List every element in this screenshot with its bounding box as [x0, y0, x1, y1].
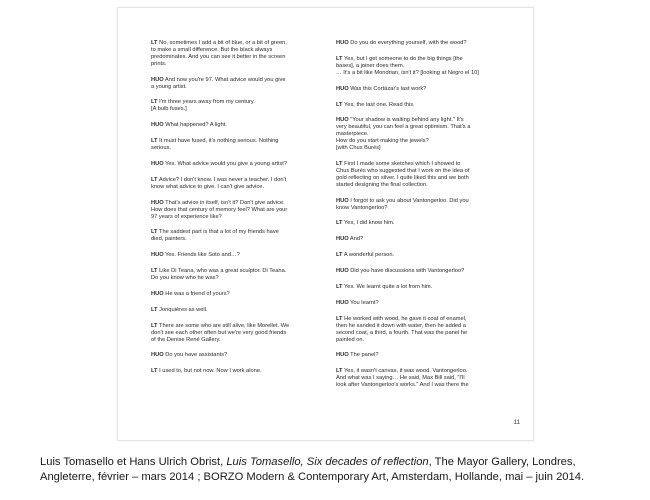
interview-entry: [151, 177, 329, 191]
entry-text-line: 97 years of experience like?: [151, 213, 222, 220]
entry-text-line: The saddest part is that a lot of my friends have: [159, 229, 279, 236]
speaker-label: HUO: [151, 199, 164, 206]
entry-text-line: A wonderful person.: [343, 252, 395, 259]
entry-text-line: Chus Burés who suggested that I work on the idea of: [336, 167, 470, 174]
entry-text-line: That's advice in itself, isn't it? Don't give advice.: [165, 199, 285, 206]
entry-text-line: Like Di Teana, who was a great sculptor. Di Teana.: [159, 268, 287, 275]
interview-entry: [151, 229, 329, 243]
interview-entry: [336, 252, 499, 259]
speaker-label: LT: [151, 268, 158, 275]
entry-text-line: don't see each other often but we're very good friends: [151, 329, 287, 336]
entry-text-line: a young artist.: [151, 83, 187, 90]
entry-text-line: The panel?: [350, 352, 379, 359]
entry-text-line: painted on.: [336, 336, 365, 343]
entry-text-line: Do you do everything yourself, with the wood?: [350, 40, 467, 46]
entry-text-line: Yes. We learnt quite a lot from him.: [344, 284, 433, 291]
interview-entry: [151, 122, 329, 129]
entry-text-line: How does that century of memory feel? What are your: [151, 206, 288, 213]
speaker-label: HUO: [151, 160, 164, 167]
speaker-label: LT: [151, 138, 158, 145]
interview-entry: [151, 40, 329, 68]
entry-text-line: And what was I saying… He said, Max Bill said, "I'll: [336, 375, 465, 382]
entry-text-line: then he sanded it down with water, then he added a: [336, 322, 466, 329]
interview-entry: [336, 102, 499, 109]
interview-entry: [151, 291, 329, 298]
entry-text-line: He worked with wood, he gave it coat of enamel,: [344, 315, 467, 322]
image-caption: [40, 455, 640, 484]
speaker-label: LT: [151, 40, 158, 46]
speaker-label: LT: [336, 368, 343, 375]
speaker-label: LT: [336, 160, 343, 167]
speaker-label: LT: [151, 229, 158, 236]
interview-entry: [336, 284, 499, 291]
interview-entry: [336, 236, 499, 243]
speaker-label: HUO: [336, 117, 349, 124]
entry-text-line: know what advice to give. I can't give advice.: [151, 183, 265, 190]
speaker-label: LT: [336, 252, 343, 259]
entry-text-line: to make a small difference. But the black always: [151, 46, 273, 53]
interview-entry: [151, 323, 329, 344]
speaker-label: HUO: [151, 352, 164, 359]
entry-text-line: bases], a joiner does them.: [336, 62, 405, 69]
entry-text-line: I forgot to ask you about Vantongerloo. Did you: [350, 197, 469, 204]
speaker-label: LT: [151, 176, 158, 183]
entry-text-line: Yes, I did know him.: [344, 220, 395, 227]
entry-text-line: predominates. And you can see it better in the screen: [151, 53, 286, 60]
entry-text-line: Yes, it wasn't canvas, it was wood. Vantongerloo.: [344, 368, 468, 375]
interview-entry: [336, 368, 499, 389]
entry-text-line: Advice? I don't know. I was never a teacher. I don't: [158, 176, 287, 183]
interview-entry: [151, 268, 329, 282]
caption-details: Angleterre, février – mars 2014 ; BORZO Modern & Contemporary Art, Amsterdam, Hollande, mai – juin 2014.: [40, 470, 585, 483]
entry-text-line: look after Vantongerloo's works." And I was there the: [336, 382, 469, 389]
interview-entry: [336, 86, 499, 93]
entry-text-line: How do you start making the jewels?: [336, 138, 429, 145]
interview-entry: [336, 268, 499, 275]
speaker-label: LT: [336, 220, 343, 227]
entry-text-line: Jonquières as well.: [159, 306, 208, 313]
speaker-label: HUO: [336, 352, 349, 359]
entry-text-line: Yes, but I get someone to do the big things [the: [344, 55, 463, 62]
entry-text-line: "Your shadow is waiting behind any light." It's: [350, 117, 464, 124]
interview-entry: [336, 40, 499, 47]
page-number: 11: [513, 420, 520, 426]
speaker-label: LT: [336, 315, 343, 322]
interview-entry: [336, 316, 499, 344]
interview-entry: [336, 198, 499, 212]
entry-text-line: serious.: [151, 145, 171, 152]
entry-text-line: And?: [349, 236, 364, 243]
entry-text-line: Do you have assistants?: [165, 352, 228, 359]
entry-text-line: Did you have discussions with Vantongerloo?: [350, 268, 465, 275]
entry-text-line: He was a friend of yours?: [165, 290, 230, 297]
entry-text-line: [A bulb fuses.]: [151, 106, 187, 113]
speaker-label: HUO: [336, 236, 349, 243]
interview-entry: [151, 161, 329, 168]
entry-text-line: First I made some sketches which I showed to: [344, 160, 461, 167]
interview-entry: [151, 200, 329, 221]
entry-text-line: gold reflecting on silver. I quite liked this and we both: [336, 174, 469, 181]
entry-text-line: You learnt?: [350, 299, 379, 306]
interview-entry: [151, 99, 329, 113]
entry-text-line: of the Denise René Gallery.: [151, 336, 221, 343]
entry-text-line: Do you know who he was?: [151, 275, 219, 282]
interview-entry: [151, 307, 329, 314]
entry-text-line: very beautiful, you can feel a great optimism. That's a: [336, 124, 471, 131]
speaker-label: HUO: [336, 85, 349, 92]
entry-text-line: started designing the final collection.: [336, 181, 428, 188]
entry-text-line: died, painters.: [151, 236, 187, 243]
speaker-label: LT: [336, 55, 343, 62]
interview-entry: [151, 77, 329, 91]
book-page: [117, 7, 534, 441]
entry-text-line: Yes. Friends like Soto and…?: [165, 252, 240, 259]
entry-text-line: No, sometimes I add a bit of blue, or a bit of green,: [159, 40, 287, 46]
entry-text-line: [with Chus Burés]: [336, 145, 381, 152]
speaker-label: LT: [151, 306, 158, 313]
speaker-label: HUO: [151, 252, 164, 259]
interview-entry: [151, 368, 329, 375]
speaker-label: LT: [336, 284, 343, 291]
entry-text-line: Was this Cortázar's last work?: [350, 85, 427, 92]
entry-text-line: second coat, a third, a fourth. That was the panel he: [336, 329, 468, 336]
interview-column-left: [151, 40, 329, 384]
speaker-label: HUO: [151, 122, 164, 129]
entry-text-line: I'm three years away from my century.: [159, 99, 255, 106]
interview-entry: [151, 252, 329, 259]
interview-entry: [336, 220, 499, 227]
speaker-label: HUO: [336, 40, 349, 46]
speaker-label: HUO: [151, 290, 164, 297]
caption-venue: , The Mayor Gallery, Londres,: [428, 456, 576, 468]
interview-entry: [336, 352, 499, 359]
speaker-label: HUO: [151, 76, 164, 83]
interview-entry: [151, 352, 329, 359]
interview-entry: [336, 117, 499, 152]
interview-entry: [336, 300, 499, 307]
interview-entry: [336, 161, 499, 189]
entry-text-line: Yes. What advice would you give a young artist?: [165, 160, 287, 167]
entry-text-line: It must have fused, it's nothing serious. Nothing: [159, 138, 279, 145]
interview-entry: [151, 138, 329, 152]
caption-title: Luis Tomasello, Six decades of reflection: [226, 456, 429, 468]
interview-entry: [336, 56, 499, 77]
entry-text-line: I used to, but not now. Now I work alone.: [159, 368, 262, 375]
speaker-label: LT: [151, 368, 158, 375]
interview-column-right: [336, 40, 499, 398]
entry-text-line: know Vantongerloo?: [336, 204, 388, 211]
speaker-label: HUO: [336, 299, 349, 306]
speaker-label: LT: [151, 99, 158, 106]
caption-authors: Luis Tomasello et Hans Ulrich Obrist,: [40, 456, 227, 468]
entry-text-line: masterpiece.: [336, 131, 369, 138]
speaker-label: LT: [336, 101, 343, 108]
entry-text-line: There are some who are still alive, like Morellet. We: [159, 322, 290, 329]
entry-text-line: And now you're 97. What advice would you give: [164, 76, 286, 83]
entry-text-line: … It's a bit like Mondrian, isn't it? [looking at Negro el 10]: [336, 69, 479, 76]
speaker-label: LT: [151, 322, 158, 329]
entry-text-line: What happened? A light.: [165, 122, 227, 129]
entry-text-line: prints.: [151, 60, 167, 67]
entry-text-line: Yes, the last one. Read this.: [344, 101, 415, 108]
speaker-label: HUO: [336, 268, 349, 275]
speaker-label: HUO: [336, 197, 349, 204]
